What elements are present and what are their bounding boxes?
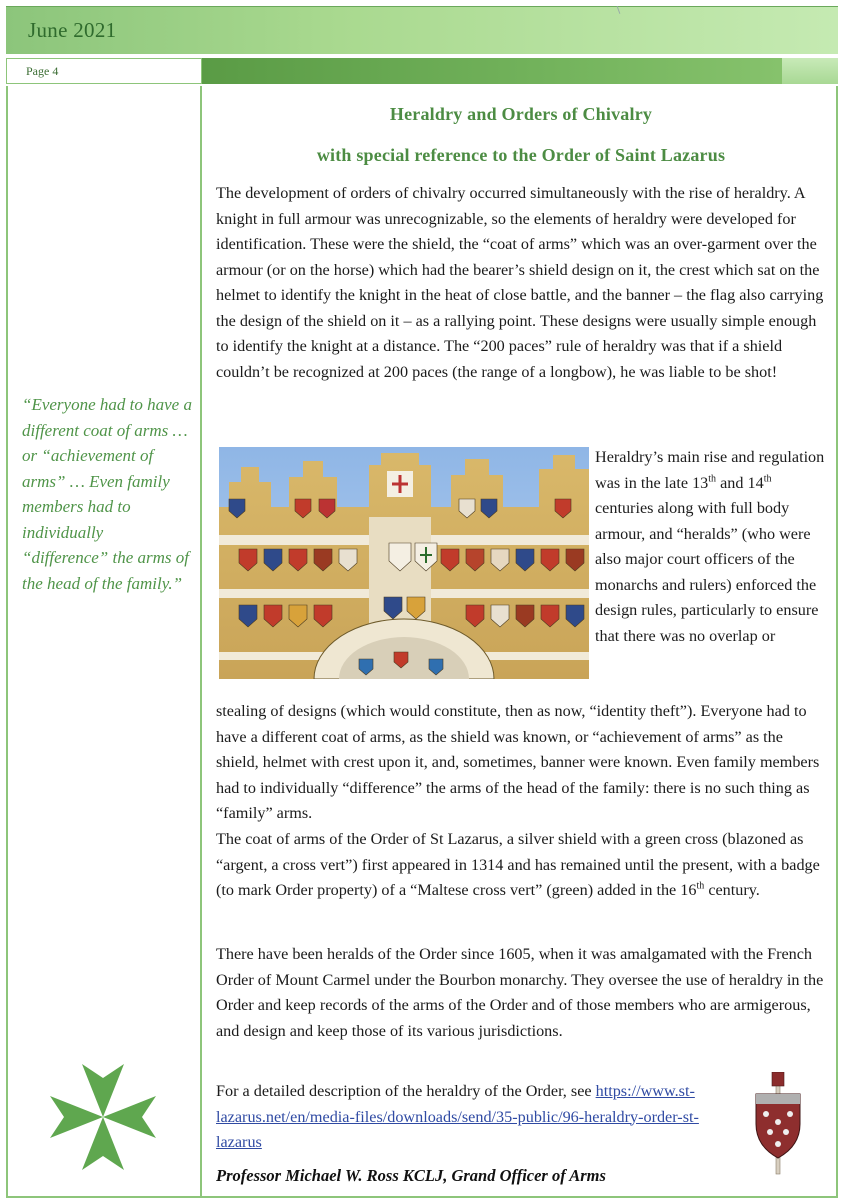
heraldry-wall-photo: [219, 447, 589, 679]
paragraph-link: For a detailed description of the heraldry of the Order, see https://www.st-lazarus.net/en/media-files/downloads/send/35-public/96-heraldry-order-st-lazarus: [216, 1082, 699, 1151]
paragraph-identity: stealing of designs (which would constitute, then as now, “identity theft”). Everyone had to have a different coat of arms, as the shield was known, or “achievement of arms” as the shield, helmet with crest upon it, and, sometimes, banner were known. Even family members had to individually “difference” the arms of the head of the family: there is no such thing as “family” arms.: [216, 702, 820, 822]
paragraph-intro: The development of orders of chivalry occurred simultaneously with the rise of heraldry. A knight in full armour was unrecognizable, so the elements of heraldry were developed for identification. These were the shield, the “coat of arms” which was an over-garment over the armour (or on the horse) which had the bearer’s shield design on it, the crest which sat on the helmet to identify the knight in the heat of close battle, and the banner – the flag also carrying the design of the shield on it – as a rallying point. These designs were usually simple enough to identify the knight at a distance. The “200 paces” rule of heraldry was that if a shield couldn’t be recognized at 200 paces (the range of a longbow), he was liable to be shot!: [216, 184, 824, 381]
paragraph-side: Heraldry’s main rise and regulation was in the late 13th and 14th centuries along with full body armour, and “heralds” (who were also major court officers of the monarchs and rulers) enforced the design rules, particularly to ensure that there was no overlap or: [595, 448, 825, 645]
paragraph-coat-of-arms: The coat of arms of the Order of St Lazarus, a silver shield with a green cross (blazoned as “argent, a cross vert”) first appeared in 1314 and has remained until the present, with a badge (to mark Order property) of a “Maltese cross vert” (green) added in the 16th century.: [216, 830, 820, 899]
sidebar-column: [6, 86, 202, 1196]
header-band: [6, 6, 838, 54]
heraldry-link[interactable]: https://www.st-lazarus.net/en/media-files/downloads/send/35-public/96-heraldry-order-st-lazarus: [216, 1082, 699, 1151]
order-shield-icon: [752, 1072, 804, 1178]
maltese-cross-icon: [44, 1058, 162, 1176]
bottom-rule: [6, 1196, 838, 1198]
header-green-bar: [202, 58, 782, 84]
author-signature: Professor Michael W. Ross KCLJ, Grand Officer of Arms: [216, 1166, 606, 1185]
page-number: Page 4: [26, 64, 59, 78]
paragraph-heralds: There have been heralds of the Order since 1605, when it was amalgamated with the French Order of Mount Carmel under the Bourbon monarchy. They oversee the use of heraldry in the Order and keep records of the arms of the Order and of those members who are armigerous, and design and keep those of its various jurisdictions.: [216, 945, 824, 1040]
newsletter-date: June 2021: [28, 18, 117, 42]
header-corner-tab: [782, 58, 838, 84]
pull-quote: “Everyone had to have a different coat of arms … or “achievement of arms” … Even family members had to individually “difference” the arms of the head of the family.”: [22, 395, 192, 593]
article-subtitle: with special reference to the Order of Saint Lazarus: [316, 145, 726, 165]
article-title: Heraldry and Orders of Chivalry: [389, 104, 653, 124]
